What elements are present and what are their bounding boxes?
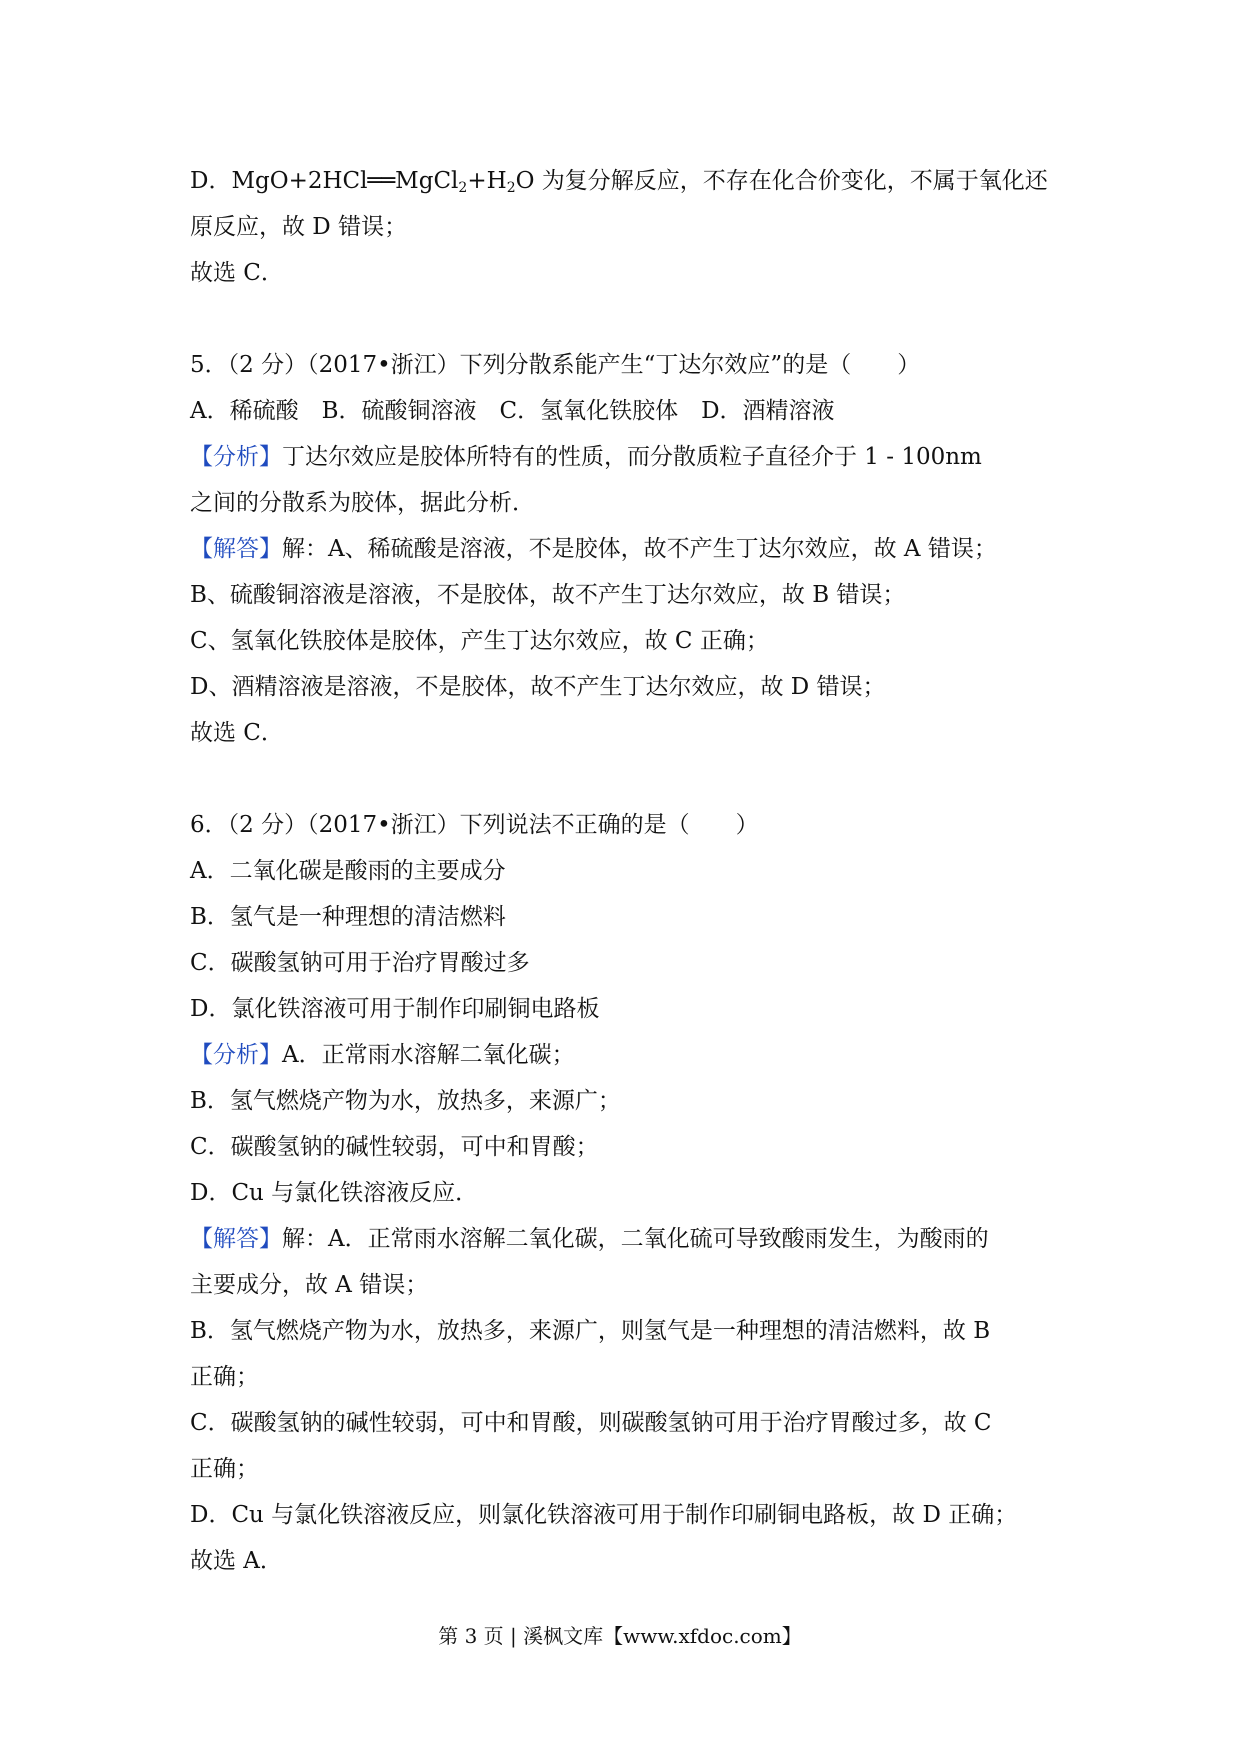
- q6-answer-tag: 【解答】: [190, 1226, 282, 1252]
- q5-answer-line3: C、氢氧化铁胶体是胶体，产生丁达尔效应，故 C 正确；: [190, 628, 769, 654]
- prev-d-mid: +H: [467, 168, 507, 194]
- q5-answer-line4: D、酒精溶液是溶液，不是胶体，故不产生丁达尔效应，故 D 错误；: [190, 674, 886, 700]
- q6-option-a: A．二氧化碳是酸雨的主要成分: [190, 858, 506, 884]
- prev-d-rest: O 为复分解反应，不存在化合价变化，不属于氧化还: [515, 168, 1048, 194]
- q6-option-c: C．碳酸氢钠可用于治疗胃酸过多: [190, 950, 530, 976]
- q6-analysis-line3: C．碳酸氢钠的碱性较弱，可中和胃酸；: [190, 1134, 599, 1160]
- q5-analysis-tag: 【分析】: [190, 444, 282, 470]
- spacer: [190, 296, 1060, 342]
- q6-option-d: D．氯化铁溶液可用于制作印刷铜电路板: [190, 996, 600, 1022]
- prev-conclusion: 故选 C．: [190, 260, 284, 286]
- q6-stem: 6．（2 分）（2017•浙江）下列说法不正确的是（ ）: [190, 812, 759, 838]
- q6-analysis-line1: [190, 1032, 1060, 1078]
- prev-option-d-line1: [190, 158, 1060, 204]
- q6-answer-line6: 正确；: [190, 1456, 259, 1482]
- spacer: [190, 756, 1060, 802]
- q5-answer-line2: B、硫酸铜溶液是溶液，不是胶体，故不产生丁达尔效应，故 B 错误；: [190, 582, 906, 608]
- q5-options: A．稀硫酸 B．硫酸铜溶液 C．氢氧化铁胶体 D．酒精溶液: [190, 398, 835, 424]
- q5-answer-tag: 【解答】: [190, 536, 282, 562]
- prev-d-sub1: 2: [458, 180, 468, 196]
- q6-answer-line2: 主要成分，故 A 错误；: [190, 1272, 429, 1298]
- q6-analysis-line4: D．Cu 与氯化铁溶液反应．: [190, 1180, 479, 1206]
- prev-d-prefix: D．MgO+2HCl══MgCl: [190, 168, 459, 194]
- q5-analysis-line1: [190, 434, 1060, 480]
- q6-analysis-line2: B．氢气燃烧产物为水，放热多，来源广；: [190, 1088, 621, 1114]
- q6-analysis-tag: 【分析】: [190, 1042, 282, 1068]
- document-body: [190, 158, 1060, 1584]
- q6-answer-line7: D．Cu 与氯化铁溶液反应，则氯化铁溶液可用于制作印刷铜电路板，故 D 正确；: [190, 1502, 1018, 1528]
- q5-conclusion: 故选 C．: [190, 720, 284, 746]
- q6-conclusion: 故选 A．: [190, 1548, 283, 1574]
- q5-analysis-line2: 之间的分散系为胶体，据此分析．: [190, 490, 535, 516]
- q6-answer-line3: B．氢气燃烧产物为水，放热多，来源广，则氢气是一种理想的清洁燃料，故 B: [190, 1318, 991, 1344]
- q6-answer-text: 解：A．正常雨水溶解二氧化碳，二氧化硫可导致酸雨发生，为酸雨的: [282, 1226, 989, 1252]
- q5-answer-text: 解：A、稀硫酸是溶液，不是胶体，故不产生丁达尔效应，故 A 错误；: [282, 536, 997, 562]
- q6-option-b: B．氢气是一种理想的清洁燃料: [190, 904, 506, 930]
- q5-answer-line1: [190, 526, 1060, 572]
- q6-answer-line5: C．碳酸氢钠的碱性较弱，可中和胃酸，则碳酸氢钠可用于治疗胃酸过多，故 C: [190, 1410, 992, 1436]
- q6-analysis-text: A．正常雨水溶解二氧化碳；: [282, 1042, 575, 1068]
- prev-d-sub2: 2: [506, 180, 516, 196]
- prev-option-d-line2: 原反应，故 D 错误；: [190, 214, 408, 240]
- q6-answer-line1: [190, 1216, 1060, 1262]
- q5-analysis-text: 丁达尔效应是胶体所特有的性质，而分散质粒子直径介于 1 - 100nm: [282, 444, 982, 470]
- page-footer: 第 3 页 | 溪枫文库【www.xfdoc.com】: [438, 1624, 802, 1648]
- q6-answer-line4: 正确；: [190, 1364, 259, 1390]
- q5-stem: 5．（2 分）（2017•浙江）下列分散系能产生“丁达尔效应”的是（ ）: [190, 352, 921, 378]
